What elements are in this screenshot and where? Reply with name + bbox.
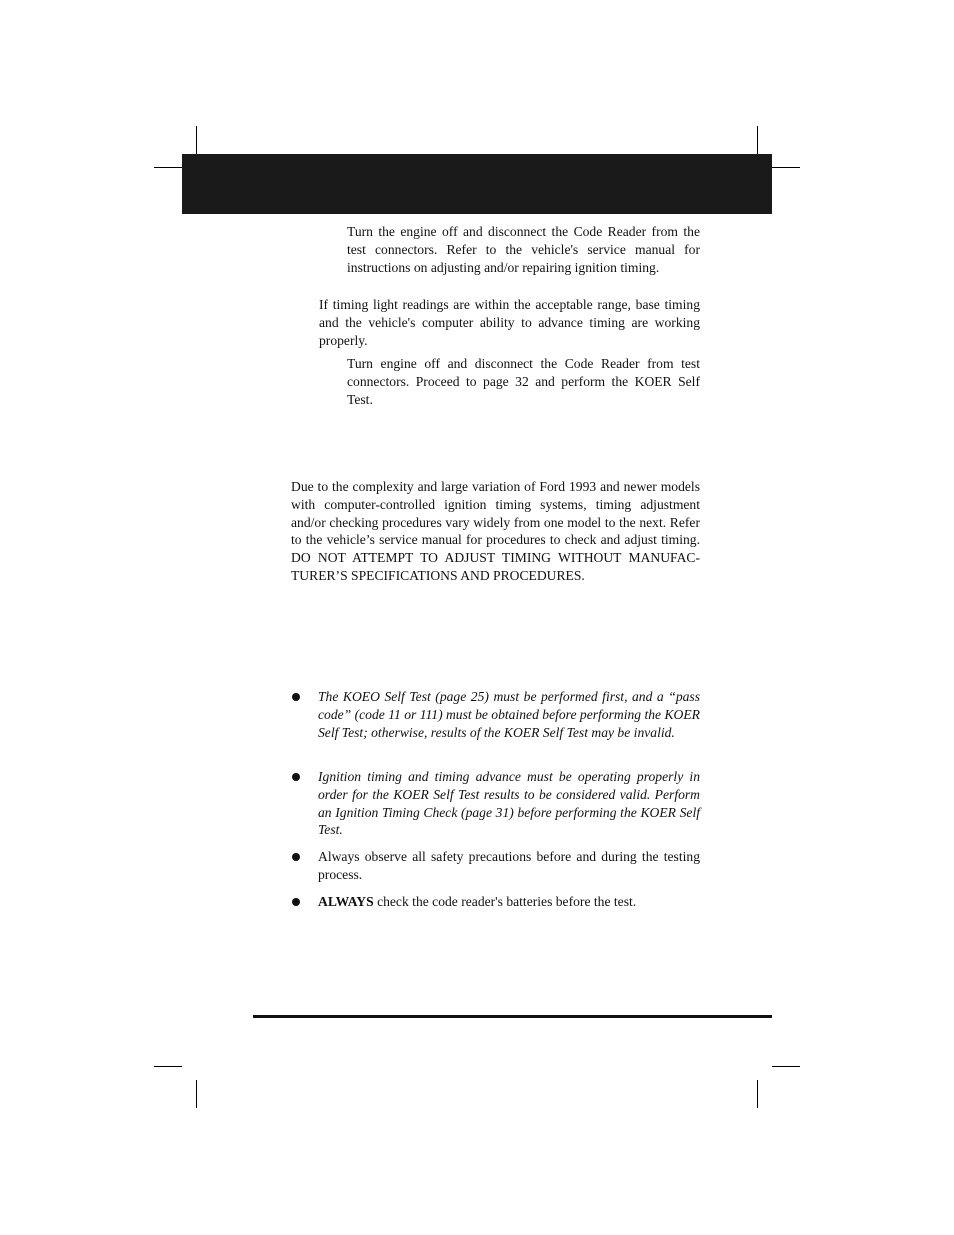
- timing-incorrect-action: Turn the engine off and disconnect the Code Reader from the test connectors. Refer to the vehicle's service manual for instructions on adjusting and/or repairing ignition timing.: [347, 224, 700, 275]
- bullet-item-batteries: [318, 893, 700, 911]
- crop-mark-top-left-vertical: [196, 126, 197, 154]
- crop-mark-bottom-left-vertical: [196, 1080, 197, 1108]
- footer-rule: [253, 1015, 772, 1018]
- crop-mark-top-left-horizontal: [154, 167, 182, 168]
- crop-mark-bottom-right-horizontal: [772, 1066, 800, 1067]
- bullet-text: check the code reader's batteries before the test.: [373, 894, 637, 909]
- bullet-item-safety: Always observe all safety precautions before and during the testing process.: [318, 849, 700, 882]
- timing-within-range-action: Turn engine off and disconnect the Code Reader from test connectors. Proceed to page 32 and perform the KOER Self Test.: [347, 356, 700, 407]
- ford-1993-paragraph: Due to the complexity and large variation of Ford 1993 and newer models with computer-controlled ignition timing systems, timing adjustment and/or checking procedures vary widely from one model to the next. Refer to the vehicle’s service manual for procedures to check and adjust timing. DO NOT ATTEMPT TO ADJUST TIMING WITHOUT MANUFAC-TURER’S SPECIFICATIONS AND PROCEDURES.: [291, 479, 700, 583]
- crop-mark-top-right-vertical: [757, 126, 758, 154]
- bullet-icon: [292, 773, 300, 781]
- bullet-item-koeo-first: The KOEO Self Test (page 25) must be performed first, and a “pass code” (code 11 or 111) must be obtained before performing the KOER Self Test; otherwise, results of the KOER Self Test may be invalid.: [318, 689, 700, 740]
- crop-mark-top-right-horizontal: [772, 167, 800, 168]
- bullet-icon: [292, 898, 300, 906]
- bullet-icon: [292, 853, 300, 861]
- crop-mark-bottom-left-horizontal: [154, 1066, 182, 1067]
- crop-mark-bottom-right-vertical: [757, 1080, 758, 1108]
- bullet-icon: [292, 693, 300, 701]
- bullet-item-ignition-timing: Ignition timing and timing advance must be operating properly in order for the KOER Self Test results to be considered valid. Perform an Ignition Timing Check (page 31) before performing the KOER Self Test.: [318, 769, 700, 838]
- header-bar: [182, 154, 772, 214]
- bullet-emphasis: ALWAYS: [318, 894, 374, 909]
- timing-within-range-text: If timing light readings are within the acceptable range, base timing and the vehicle's computer ability to advance timing are working properly.: [319, 297, 700, 348]
